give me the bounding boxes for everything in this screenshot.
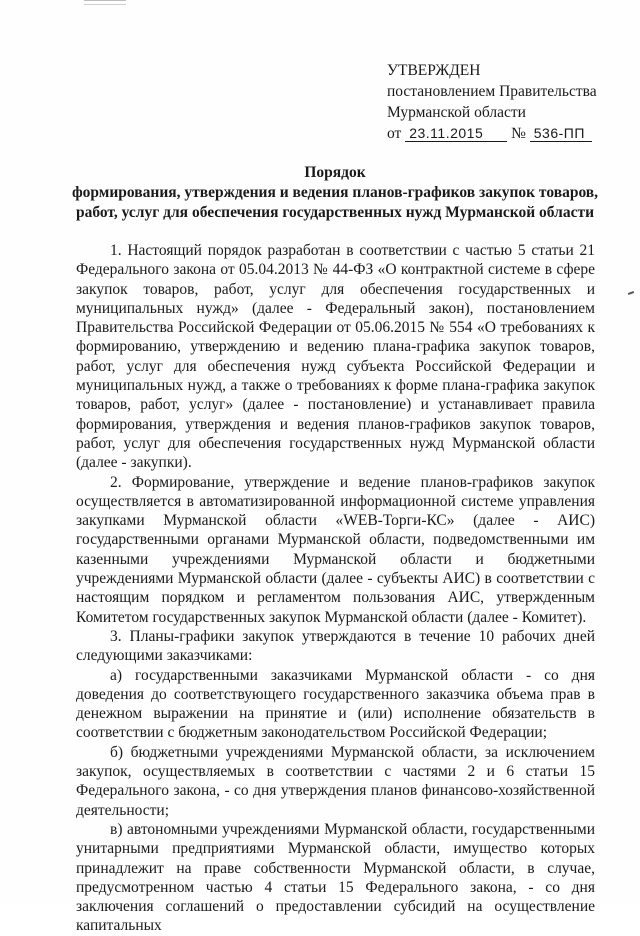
approval-line-1: постановлением Правительства: [387, 83, 597, 100]
date-prefix: от: [387, 125, 402, 142]
title-line-2: формирования, утверждения и ведения планов-графиков закупок товаров,: [71, 184, 599, 201]
approval-stamp: [387, 60, 627, 144]
paragraph-3a: а) государственными заказчиками Мурманской области - со дня доведения до соответствующего государственного заказчика объема прав в денежном выражении на принятие и (или) исполнение обязательств в соответствии с бюджетным законодательством Российской Федерации;: [76, 666, 595, 742]
approval-date: 23.11.2015: [405, 125, 507, 142]
paragraph-3c: в) автономными учреждениями Мурманской области, государственными унитарными предприятиями Мурманской области, имущество которых принадлежит на праве собственности Мурманской области, в случае, предусмотренном частью 4 статьи 15 Федерального закона, - со дня заключения соглашений о предоставлении субсидий на осуществление капитальных: [76, 820, 595, 935]
title-line-1: Порядок: [304, 164, 366, 181]
paragraph-2: 2. Формирование, утверждение и ведение планов-графиков закупок осуществляется в автоматизированной информационной системе управления закупками Мурманской области «WEB-Торги-КС» (далее - АИС) государственными органами Мурманской области, подведомственными им казенными учреждениями Мурманской области и бюджетными учреждениями Мурманской области (далее - субъекты АИС) в соответствии с настоящим порядком и регламентом пользования АИС, утвержденным Комитетом государственных закупок Мурманской области (далее - Комитет).: [76, 473, 595, 626]
paragraph-1: 1. Настоящий порядок разработан в соответствии с частью 5 статьи 21 Федерального закона от 05.04.2013 № 44-ФЗ «О контрактной системе в сфере закупок товаров, работ, услуг для обеспечения государственных и муниципальных нужд» (далее - Федеральный закон), постановлением Правительства Российской Федерации от 05.06.2015 № 554 «О требованиях к формированию, утверждению и ведению плана-графика закупок товаров, работ, услуг для обеспечения нужд субъекта Российской Федерации и муниципальных нужд, а также о требованиях к форме плана-графика закупок товаров, работ, услуг» (далее - постановление) и устанавливает правила формирования, утверждения и ведения планов-графиков закупок товаров, работ, услуг для обеспечения государственных нужд Мурманской области (далее - закупки).: [76, 242, 595, 472]
approval-line-2: Мурманской области: [387, 104, 526, 121]
document-body: [76, 241, 595, 936]
approval-date-line: [387, 123, 627, 144]
document-title: [70, 163, 600, 223]
paragraph-3b: б) бюджетными учреждениями Мурманской области, за исключением закупок, осуществляемых в соответствии с частями 2 и 6 статьи 15 Федерального закона, - со дня утверждения планов финансово-хозяйственной деятельности;: [76, 743, 595, 819]
paragraph-3: 3. Планы-графики закупок утверждаются в течение 10 рабочих дней следующими заказчиками:: [76, 627, 595, 665]
margin-mark: [628, 291, 634, 295]
approval-number: 536-ПП: [530, 125, 592, 142]
scan-artifact: [84, 0, 126, 5]
number-prefix: №: [511, 125, 526, 142]
approval-heading: УТВЕРЖДЕН: [387, 62, 481, 79]
title-line-3: работ, услуг для обеспечения государственных нужд Мурманской области: [75, 204, 595, 221]
